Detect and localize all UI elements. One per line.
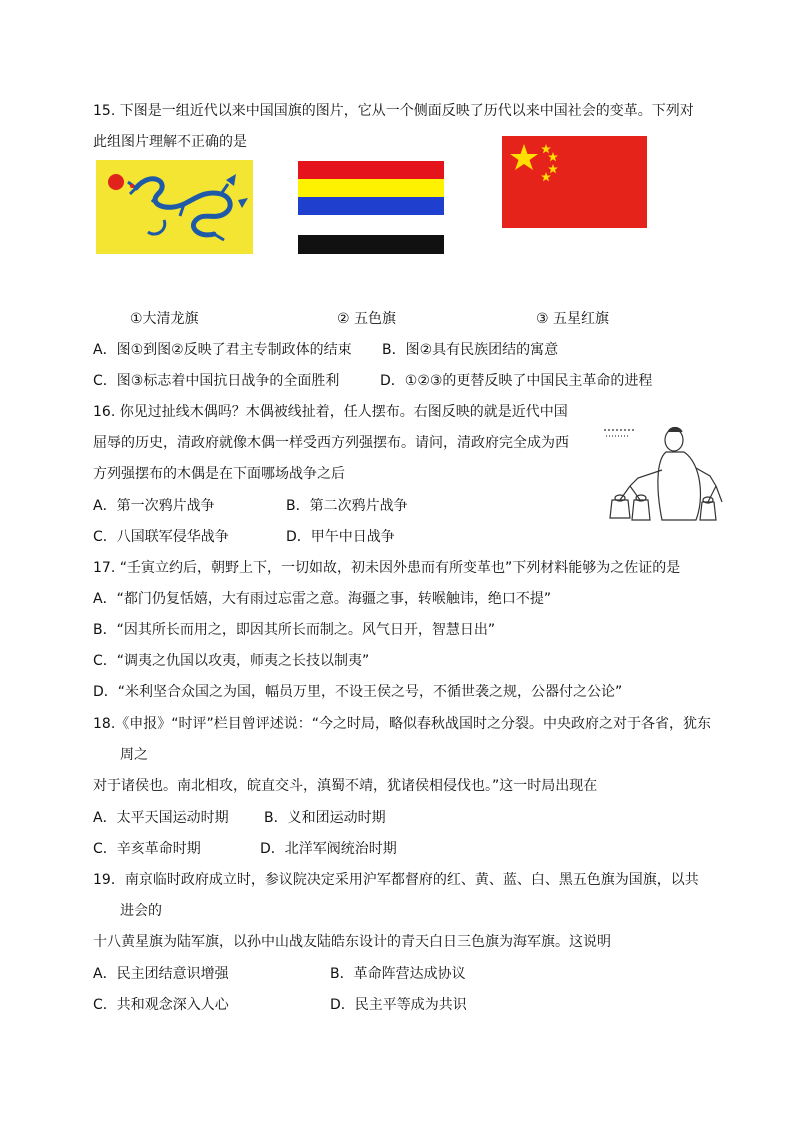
q19-option-b[interactable]: B．革命阵营达成协议 [330,966,466,982]
q19-stem-line1: 19．南京临时政府成立时，参议院决定采用沪军都督府的红、黄、蓝、白、黑五色旗为国旗，以共 [93,872,699,888]
q15-option-a[interactable]: A．图①到图②反映了君主专制政体的结束 [93,342,352,358]
q16-option-c[interactable]: C．八国联军侵华战争 [93,529,229,545]
q17-option-a[interactable]: A．“都门仍复恬嬉，大有雨过忘雷之意。海疆之事，转喉触讳，绝口不提” [93,591,552,607]
puppet-cartoon-image [600,420,726,528]
q19-option-d[interactable]: D．民主平等成为共识 [330,997,467,1013]
q18-stem-line1: 18.《申报》“时评”栏目曾评述说：“今之时局，略似春秋战国时之分裂。中央政府之对于各省，犹东 [93,716,712,732]
q16-option-a[interactable]: A．第一次鸦片战争 [93,498,215,514]
q15-stem-line2: 此组图片理解不正确的是 [93,134,247,150]
q19-option-a[interactable]: A．民主团结意识增强 [93,966,229,982]
q18-option-c[interactable]: C．辛亥革命时期 [93,841,201,857]
q17-option-b[interactable]: B．“因其所长而用之，即因其所长而制之。风气日开，智慧日出” [93,622,496,638]
q15-option-d[interactable]: D．①②③的更替反映了中国民主革命的进程 [380,373,653,389]
q16-option-d[interactable]: D．甲午中日战争 [286,529,395,545]
q17-option-d[interactable]: D．“米利坚合众国之为国，幅员万里，不设王侯之号，不循世袭之规，公器付之公论” [93,684,623,700]
q15-option-b[interactable]: B．图②具有民族团结的寓意 [382,342,559,358]
q18-option-b[interactable]: B．义和团运动时期 [264,810,386,826]
five-star-red-flag [502,136,647,228]
qing-dragon-flag [96,160,253,254]
puppet-cartoon [600,420,726,528]
q19-stem-line2: 十八黄星旗为陆军旗，以孙中山战友陆皓东设计的青天白日三色旗为海军旗。这说明 [93,934,611,950]
five-color-flag [298,161,444,254]
q15-option-c[interactable]: C．图③标志着中国抗日战争的全面胜利 [93,373,340,389]
five-star-flag-image [502,136,647,228]
q16-stem-line3: 方列强摆布的木偶是在下面哪场战争之后 [93,466,345,482]
q17-stem: 17. “壬寅立约后，朝野上下，一切如故，初未因外患而有所变革也”下列材料能够为之佐证的是 [93,560,681,576]
q16-option-b[interactable]: B．第二次鸦片战争 [286,498,408,514]
q15-stem-line1: 15. 下图是一组近代以来中国国旗的图片，它从一个侧面反映了历代以来中国社会的变革。下列对 [93,103,694,119]
dragon-flag-image [96,160,253,254]
q16-stem-line1: 16. 你见过扯线木偶吗？木偶被线扯着，任人摆布。右图反映的就是近代中国 [93,404,568,420]
q19-stem-line1-continued: 进会的 [120,903,162,919]
q18-stem-line2: 对于诸侯也。南北相攻，皖直交斗，滇蜀不靖，犹诸侯相侵伐也。”这一时局出现在 [93,778,598,794]
caption-five-color-flag: ② 五色旗 [337,311,397,327]
q16-stem-line2: 屈辱的历史，清政府就像木偶一样受西方列强摆布。请问，清政府完全成为西 [93,435,569,451]
q18-stem-line1-continued: 周之 [120,747,148,763]
q18-option-d[interactable]: D．北洋军阀统治时期 [260,841,397,857]
q17-option-c[interactable]: C．“调夷之仇国以攻夷，师夷之长技以制夷” [93,653,370,669]
caption-five-star-flag: ③ 五星红旗 [536,311,610,327]
five-color-flag-image [298,161,444,254]
q18-option-a[interactable]: A．太平天国运动时期 [93,810,229,826]
q19-option-c[interactable]: C．共和观念深入人心 [93,997,229,1013]
caption-dragon-flag: ①大清龙旗 [130,311,199,327]
